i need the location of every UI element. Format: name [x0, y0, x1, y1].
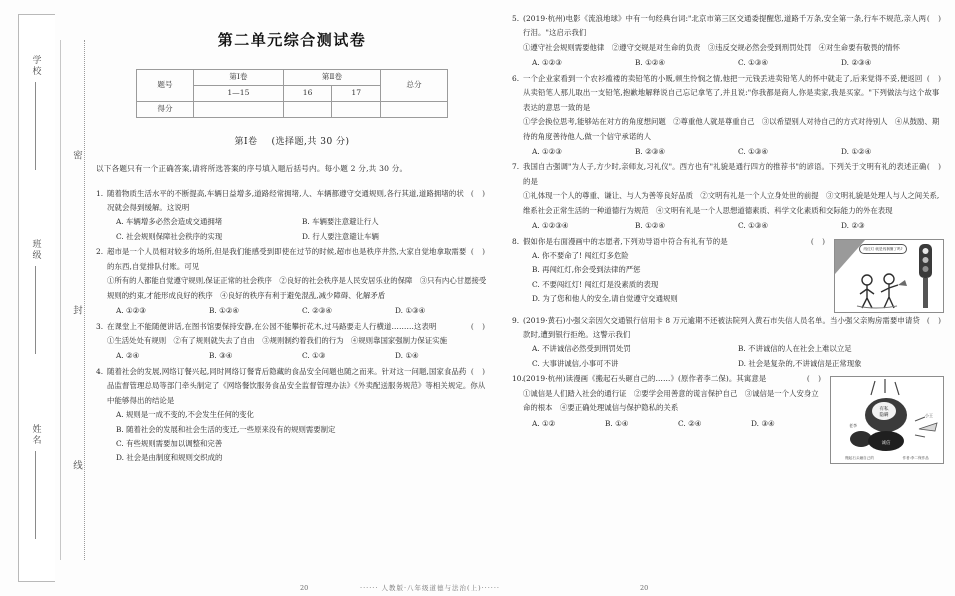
- question-text: 超市是一个人员相对较多的场所,但是我们能感受到即使在过节的时候,超市也是秩序井然,大家自觉地拿取需要的东西,自觉排队付账。可见: [107, 247, 467, 271]
- section-instruction: 以下各题只有一个正确答案,请将所选答案的序号填入题后括号内。每小题 2 分,共 30 分。: [96, 163, 408, 173]
- option-d[interactable]: D. ①④: [395, 351, 419, 361]
- option-d[interactable]: D. ②③④: [841, 58, 872, 68]
- option-a[interactable]: A. ②④: [116, 351, 140, 361]
- question-options: [512, 219, 944, 233]
- sub-16: 16: [283, 86, 332, 102]
- option-a[interactable]: A. ①②③: [116, 306, 146, 316]
- question-number: 9.: [512, 315, 520, 325]
- option-b[interactable]: B. ①④: [605, 418, 629, 428]
- option-d[interactable]: D. 为了您和他人的安全,请自觉遵守交通规则: [532, 294, 678, 304]
- seal-binding-area: [0, 0, 92, 596]
- section-heading-label: 第Ⅰ卷: [234, 137, 258, 148]
- question-8: [512, 235, 944, 313]
- header-juan1: 第Ⅰ卷: [194, 70, 284, 86]
- question-7: [512, 160, 944, 233]
- question-stem: [96, 320, 488, 334]
- question-options: [512, 342, 944, 356]
- option-a[interactable]: A. 不讲诚信必然受到刑罚处罚: [532, 344, 631, 354]
- caption-title: 搬起石头砸自己的: [845, 456, 874, 461]
- answer-bracket[interactable]: ( ): [470, 188, 488, 198]
- question-text: (2019·杭州)读漫画《搬起石头砸自己的……》(原作者李二保)。其寓意是: [523, 374, 767, 384]
- option-a[interactable]: A. ①②③: [532, 146, 562, 156]
- option-c[interactable]: C. ②③④: [302, 306, 332, 316]
- question-stem: [512, 235, 828, 249]
- question-options: [512, 145, 944, 159]
- option-b[interactable]: B. ①②④: [635, 221, 666, 231]
- option-c[interactable]: C. 有些规则需要加以调整和完善: [116, 439, 223, 449]
- answer-bracket[interactable]: ( ): [926, 315, 944, 325]
- field-class[interactable]: 班级: [30, 239, 43, 354]
- option-c[interactable]: C. ①③④: [738, 146, 768, 156]
- question-options: [512, 417, 824, 431]
- answer-bracket[interactable]: ( ): [806, 374, 824, 384]
- question-text: 随着社会的发展,网络订餐兴起,同时网络订餐背后隐藏的食品安全问题也随之而来。针对这一问题,国家食品药品监督管理总局等部门牵头制定了《网络餐饮服务食品安全监督管理办法》《外卖配送服务规范》等相关规定。你从中能够得出的结论是: [107, 366, 486, 405]
- seal-solid-line: [60, 40, 61, 560]
- option-a[interactable]: A. 车辆增多必然会造成交通拥堵: [116, 217, 223, 227]
- question-number: 1.: [96, 188, 104, 198]
- svg-text:有私: 有私: [879, 407, 889, 413]
- page-number-right: 20: [640, 584, 649, 592]
- write-line: [35, 266, 37, 354]
- question-number: 8.: [512, 236, 520, 246]
- question-9: [512, 314, 944, 372]
- score-row-label-number: 题号: [137, 70, 194, 102]
- question-10: [512, 372, 944, 464]
- answer-bracket[interactable]: ( ): [470, 321, 488, 331]
- question-statements: ①诚信是人们踏入社会的通行证 ②要学会用善意的谎言保护自己 ③诚信是一个人安身立命的根本 ④要正确处理诚信与保护隐私的关系: [523, 388, 819, 413]
- option-d[interactable]: D. ②③: [841, 221, 865, 231]
- answer-bracket[interactable]: ( ): [926, 73, 944, 83]
- cartoon-caption: [831, 455, 943, 462]
- seal-char-feng: 封: [71, 304, 82, 316]
- option-a[interactable]: A. ①②③: [532, 58, 562, 68]
- option-b[interactable]: B. 随着社会的发展和社会生活的变迁,一些原来没有的规则需要制定: [116, 424, 336, 434]
- question-statements: ①学会换位思考,能够站在对方的角度想问题 ②尊重他人就是尊重自己 ③以希望别人对待自己的方式对待别人 ④从鼓励、期待的角度善待他人,做一个信守承诺的人: [523, 117, 940, 141]
- option-b[interactable]: B. ①②④: [209, 306, 240, 316]
- question-2: [96, 245, 488, 318]
- question-stem: [96, 187, 488, 216]
- option-b[interactable]: B. ②③④: [635, 146, 666, 156]
- option-a[interactable]: A. 你不要命了! 闯红灯多危险: [532, 251, 629, 260]
- question-text: 假如你是右面漫画中的志愿者,下列劝导语中符合有礼有节的是: [523, 236, 728, 246]
- student-info-fields: [20, 20, 52, 574]
- write-line: [35, 451, 37, 539]
- option-c[interactable]: C. 大事讲诚信,小事可不讲: [532, 358, 619, 368]
- option-c[interactable]: C. ①③: [302, 351, 326, 361]
- option-d[interactable]: D. 行人要注意避让车辆: [302, 231, 379, 241]
- seal-char-mi: 密: [71, 150, 82, 161]
- question-number: 5.: [512, 14, 520, 23]
- question-number: 4.: [96, 366, 104, 376]
- option-c[interactable]: C. ②④: [678, 418, 702, 428]
- seal-dotted-line: [84, 40, 85, 560]
- question-text: 我国自古强调"为人子,方少时,亲师友,习礼仪"。西方也有"礼貌是通行四方的推荐书"的谚语。下列关于文明有礼的表述正确的是: [523, 162, 927, 186]
- footer-book-title: ······ 人教版·八年级道德与法治(上)······: [360, 584, 500, 592]
- cartoon-artwork: [831, 377, 943, 463]
- question-number: 7.: [512, 162, 520, 172]
- right-column: [512, 12, 944, 465]
- score-table: [136, 69, 448, 118]
- question-number: 6.: [512, 73, 520, 83]
- question-stem: [512, 372, 824, 386]
- field-name[interactable]: 姓名: [30, 424, 43, 539]
- answer-bracket[interactable]: ( ): [470, 366, 488, 376]
- svg-text:诚信: 诚信: [881, 441, 891, 447]
- question-statements: ①礼体现一个人的尊重、谦让、与人为善等良好品质 ②文明有礼是一个人立身处世的前提 ③文明礼貌是处理人与人之间关系,维系社会正常生活的一种道德行为规范 ④文明有礼是一个人思想道德素质、科学文化素质和交际能力的外在表现: [523, 191, 940, 215]
- option-b[interactable]: B. 再闯红灯,你会受到法律的严惩: [532, 265, 641, 275]
- question-stem: [96, 245, 488, 274]
- question-options: [96, 215, 488, 229]
- answer-bracket[interactable]: ( ): [926, 162, 944, 172]
- question-6: [512, 72, 944, 160]
- option-b[interactable]: B. 不讲诚信的人在社会上难以立足: [738, 344, 852, 354]
- question-statements: ①遵守社会规则需要他律 ②遵守交规是对生命的负责 ③违反交规必然会受到刑罚处罚 ④对生命要有敬畏的情怀: [523, 42, 900, 52]
- svg-text:小王: 小王: [925, 413, 933, 419]
- question-options: [96, 230, 488, 244]
- write-line: [35, 82, 37, 170]
- question-stem: [512, 160, 944, 189]
- question-text: (2019·杭州)电影《流浪地球》中有一句经典台词:"北京市第三区交通委提醒您,道路千万条,安全第一条,行车不规范,亲人两行泪。"这启示我们: [523, 14, 927, 38]
- question-stem: [512, 12, 944, 41]
- sub-17: 17: [332, 86, 381, 102]
- option-b[interactable]: B. 车辆要注意避让行人: [302, 217, 379, 227]
- option-d[interactable]: D. ①②④: [841, 146, 872, 156]
- field-school[interactable]: 学校: [30, 55, 43, 170]
- header-total: 总分: [381, 70, 448, 102]
- option-d[interactable]: D. 社会是复杂的,不讲诚信是正常现象: [738, 358, 862, 368]
- page-title: 第二单元综合测试卷: [217, 31, 367, 49]
- question-stem: [96, 365, 488, 408]
- option-b[interactable]: B. ①②④: [635, 58, 666, 68]
- table-row: [137, 70, 448, 86]
- question-stem: [512, 314, 944, 343]
- svg-text:隐瞒: 隐瞒: [879, 413, 889, 419]
- traffic-light-cartoon: [834, 239, 944, 313]
- option-a[interactable]: A. 规则是一成不变的,不会发生任何的变化: [116, 410, 255, 420]
- seal-char-xian: 线: [71, 459, 82, 470]
- question-text: 一个企业家看到一个农衫褴褛的卖铅笔的小贩,顿生怜悯之情,他把一元钱丢进卖铅笔人的怀中就走了,后来觉得不妥,便返回从卖铅笔人那儿取出一支铅笔,抱歉地解释说自己忘记拿笔了,并且说:"你我都是商人,你是卖家,我是买家。"下列做法与这个故事表达的意思一致的是: [523, 73, 940, 112]
- option-d[interactable]: D. 社会是由制度和规则交织成的: [116, 453, 223, 463]
- question-3: [96, 320, 488, 364]
- option-c[interactable]: C. 社会规则保障社会秩序的实现: [116, 231, 223, 241]
- question-number: 2.: [96, 247, 104, 257]
- option-c[interactable]: C. ①③④: [738, 58, 768, 68]
- score-cell[interactable]: [283, 102, 332, 118]
- header-juan2: 第Ⅱ卷: [283, 70, 380, 86]
- question-statements: ①所有的人都能自觉遵守规则,保证正常的社会秩序 ②良好的社会秩序是人民安居乐业的保障 ③只有内心甘愿接受规则的约束,才能形成良好的秩序 ④良好的秩序有利于避免混乱,减少障碍、化解矛盾: [107, 276, 487, 300]
- page-number-left: 20: [300, 584, 309, 592]
- seal-line-chars: [68, 150, 84, 470]
- question-1: [96, 187, 488, 245]
- question-text: (2019·黄石)小强父亲因欠交通银行信用卡 8 万元逾期不还被法院列入黄石市失信人员名单。当小强父亲购房需要申请贷款时,遭到银行拒绝。这警示我们: [523, 315, 920, 339]
- section-heading: [96, 134, 488, 152]
- answer-bracket[interactable]: ( ): [470, 247, 488, 257]
- sub-1-15: 1—15: [194, 86, 284, 102]
- option-c[interactable]: C. 不要闯红灯! 闯红灯是没素质的表现: [532, 279, 659, 289]
- question-number: 10.: [512, 374, 525, 384]
- caption-author: 作者:李二保作品: [902, 456, 929, 461]
- question-5: [512, 12, 944, 71]
- option-d[interactable]: D. ①③④: [395, 306, 426, 316]
- option-d[interactable]: D. ③④: [751, 418, 775, 428]
- speech-bubble: 闯红灯 就是闯祸懂了吗?: [859, 244, 907, 254]
- option-a[interactable]: A. ①②③④: [532, 221, 569, 231]
- option-c[interactable]: C. ①③④: [738, 221, 768, 231]
- question-8-text-area: [512, 235, 828, 313]
- question-options: [512, 56, 944, 70]
- question-number: 3.: [96, 321, 104, 331]
- question-text: 随着物质生活水平的不断提高,车辆日益增多,道路经常拥堵,人、车辆都遵守交通规则,各行其道,道路拥堵的状况就会得到缓解。这说明: [107, 188, 464, 213]
- score-cell[interactable]: [332, 102, 381, 118]
- question-4: [96, 365, 488, 466]
- score-cell[interactable]: [194, 102, 284, 118]
- section-heading-note: (选择题,共 30 分): [271, 137, 350, 148]
- answer-bracket[interactable]: ( ): [926, 14, 944, 23]
- table-row: [137, 102, 448, 118]
- left-column: [96, 12, 488, 467]
- svg-text:老李: 老李: [849, 423, 857, 429]
- option-a[interactable]: A. ①②: [532, 418, 556, 428]
- question-statements: ①生活处处有规则 ②有了规则就失去了自由 ③规则制约着我们的行为 ④规则靠国家强制力保证实施: [107, 335, 447, 345]
- rock-cartoon: [830, 376, 944, 464]
- question-options: [96, 349, 488, 363]
- score-row-label-points: 得分: [137, 102, 194, 118]
- answer-bracket[interactable]: ( ): [810, 236, 828, 246]
- option-b[interactable]: B. ③④: [209, 351, 233, 361]
- question-text: 在课堂上不能随便讲话,在图书馆要保持安静,在公园不能攀折花木,过马路要走人行横道………这表明: [107, 321, 437, 331]
- score-cell[interactable]: [381, 102, 448, 118]
- question-10-text-area: [512, 372, 824, 464]
- question-options: [96, 304, 488, 318]
- question-options: [512, 357, 944, 371]
- question-stem: [512, 72, 944, 115]
